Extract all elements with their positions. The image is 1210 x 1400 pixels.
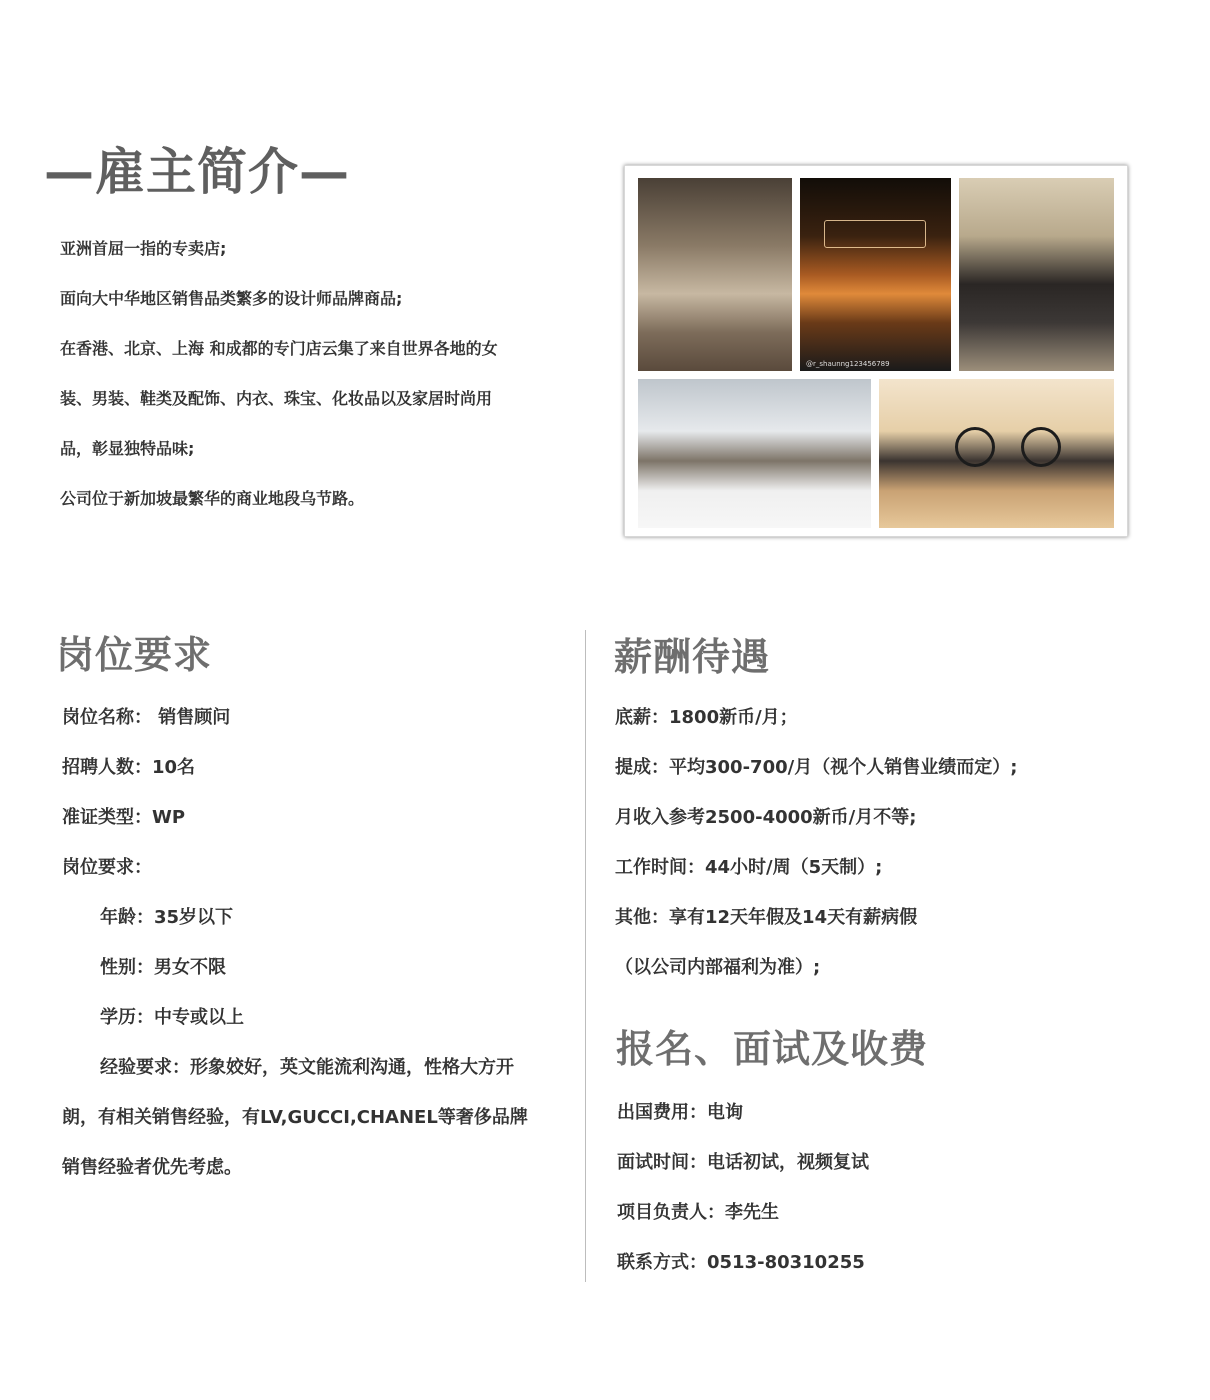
column-divider bbox=[585, 630, 586, 1282]
intro-line: 亚洲首屈一指的专卖店; bbox=[60, 239, 227, 258]
intro-line: 在香港、北京、上海 和成都的专门店云集了来自世界各地的女 bbox=[60, 339, 498, 358]
contact-line: 联系方式：0513-80310255 bbox=[617, 1252, 865, 1273]
salary-line: 月收入参考2500-4000新币/月不等; bbox=[615, 807, 917, 828]
mall-atrium-photo bbox=[638, 379, 871, 528]
apply-line: 出国费用：电询 bbox=[617, 1102, 743, 1123]
job-line: 销售经验者优先考虑。 bbox=[62, 1157, 242, 1178]
intro-line: 公司位于新加坡最繁华的商业地段乌节路。 bbox=[60, 489, 365, 508]
salary-line: 底薪：1800新币/月； bbox=[615, 707, 798, 728]
mannequins-photo bbox=[959, 178, 1114, 371]
apply-line: 面试时间：电话初试，视频复试 bbox=[617, 1152, 869, 1173]
job-line: 经验要求：形象姣好，英文能流利沟通，性格大方开 bbox=[100, 1057, 514, 1078]
job-line: 准证类型：WP bbox=[62, 807, 186, 828]
intro-line: 品，彰显独特品味; bbox=[60, 439, 195, 458]
salary-line: （以公司内部福利为准）; bbox=[615, 957, 821, 978]
apply-heading: 报名、面试及收费 bbox=[616, 1027, 929, 1071]
bicycle-wheel bbox=[1021, 427, 1061, 467]
job-line: 岗位名称： 销售顾问 bbox=[62, 707, 231, 728]
job-line: 朗，有相关销售经验，有LV,GUCCI,CHANEL等奢侈品牌 bbox=[62, 1107, 528, 1128]
employer-section-title: —雇主简介— bbox=[44, 143, 350, 201]
boutique-bicycle-photo bbox=[879, 379, 1114, 528]
job-line: 性别：男女不限 bbox=[100, 957, 226, 978]
intro-line: 面向大中华地区销售品类繁多的设计师品牌商品; bbox=[60, 289, 403, 308]
apply-line: 项目负责人：李先生 bbox=[617, 1202, 779, 1223]
salary-line: 其他：享有12天年假及14天有薪病假 bbox=[615, 907, 918, 928]
store-night-exterior-photo bbox=[800, 178, 951, 371]
job-line: 岗位要求： bbox=[62, 857, 152, 878]
salary-line: 提成：平均300-700/月（视个人销售业绩而定）; bbox=[615, 757, 1018, 778]
store-photo-collage bbox=[624, 165, 1128, 537]
salary-heading: 薪酬待遇 bbox=[614, 635, 771, 679]
intro-line: 装、男装、鞋类及配饰、内衣、珠宝、化妆品以及家居时尚用 bbox=[60, 389, 493, 408]
salary-line: 工作时间：44小时/周（5天制）; bbox=[615, 857, 883, 878]
job-requirements-heading: 岗位要求 bbox=[56, 633, 213, 677]
store-interior-photo bbox=[638, 178, 792, 371]
job-line: 年龄：35岁以下 bbox=[100, 907, 234, 928]
job-line: 学历：中专或以上 bbox=[100, 1007, 244, 1028]
job-line: 招聘人数：10名 bbox=[62, 757, 196, 778]
storefront-sign bbox=[824, 220, 926, 248]
photo-watermark: @r_shaunng123456789 bbox=[806, 360, 890, 368]
bicycle-wheel bbox=[955, 427, 995, 467]
